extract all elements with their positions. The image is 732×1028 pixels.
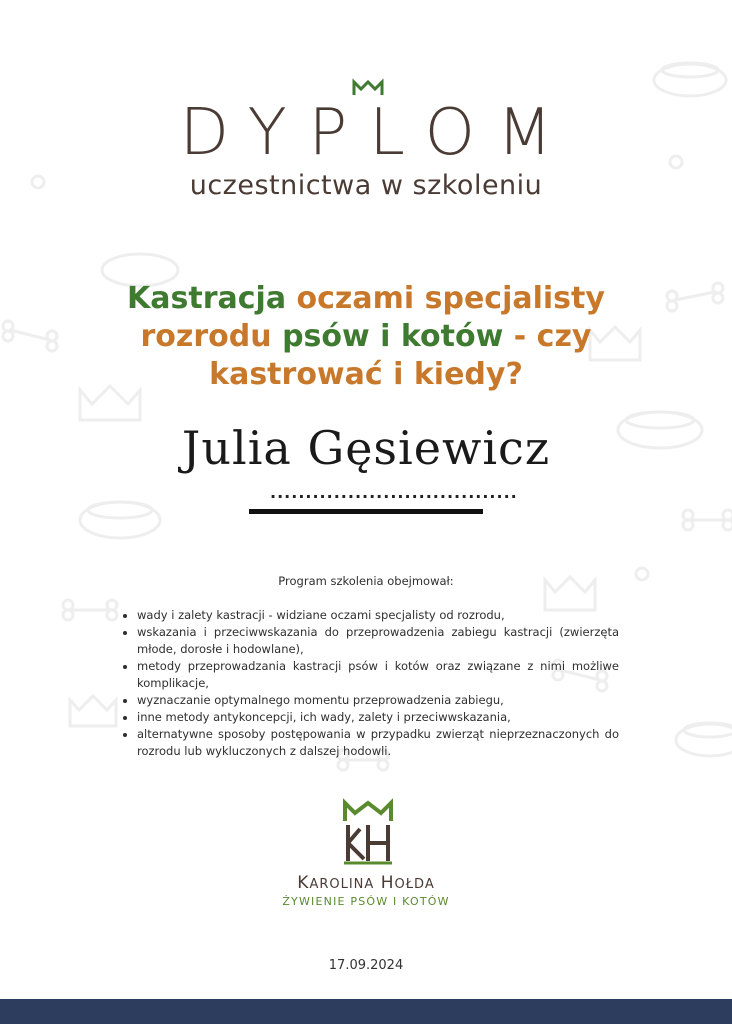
participant-name: Julia Gęsiewicz <box>181 421 551 475</box>
brand-name-initial: K <box>297 873 310 893</box>
course-title-part: - czy kastrować i kiedy? <box>209 319 592 392</box>
diploma-title: DYPLOM <box>179 96 575 170</box>
program-item: • wskazania i przeciwwskazania do przeprowadzenia zabiegu kastracji (zwierzęta młode, dorosłe i hodowlane), <box>137 624 619 658</box>
program-item: • wady i zalety kastracji - widziane oczami specjalisty od rozrodu, <box>137 607 619 624</box>
brand-name-initial: H <box>380 873 395 893</box>
brand-name-rest: OŁDA <box>394 877 435 892</box>
course-title <box>100 280 632 394</box>
course-title-part: psów i kotów <box>282 319 504 354</box>
issue-date: 17.09.2024 <box>328 958 404 973</box>
signature-dots: ................................... <box>270 483 518 502</box>
program-item: • alternatywne sposoby postępowania w przypadku zwierząt nieprzeznaczonych do rozrodu lub wykluczonych z dalszej hodowli. <box>137 726 619 760</box>
program-list <box>119 607 619 760</box>
course-title-part: Kastracja <box>127 281 297 316</box>
program-item: • wyznaczanie optymalnego momentu przeprowadzenia zabiegu, <box>137 692 619 709</box>
program-item: • metody przeprowadzania kastracji psów i kotów oraz związane z nimi możliwe komplikacje, <box>137 658 619 692</box>
brand-name <box>0 872 732 896</box>
name-underline <box>249 509 483 514</box>
course-title-part: oczami specjalisty rozrodu <box>140 281 605 354</box>
diploma-subtitle: uczestnictwa w szkoleniu <box>189 170 543 201</box>
program-heading: Program szkolenia obejmował: <box>278 574 454 588</box>
footer-bar <box>0 999 732 1024</box>
brand-tagline: ŻYWIENIE PSÓW I KOTÓW <box>282 895 450 908</box>
brand-name-rest: AROLINA <box>309 877 375 892</box>
program-item: • inne metody antykoncepcji, ich wady, zalety i przeciwwskazania, <box>137 709 619 726</box>
crown-kh-logo-icon <box>340 799 396 865</box>
